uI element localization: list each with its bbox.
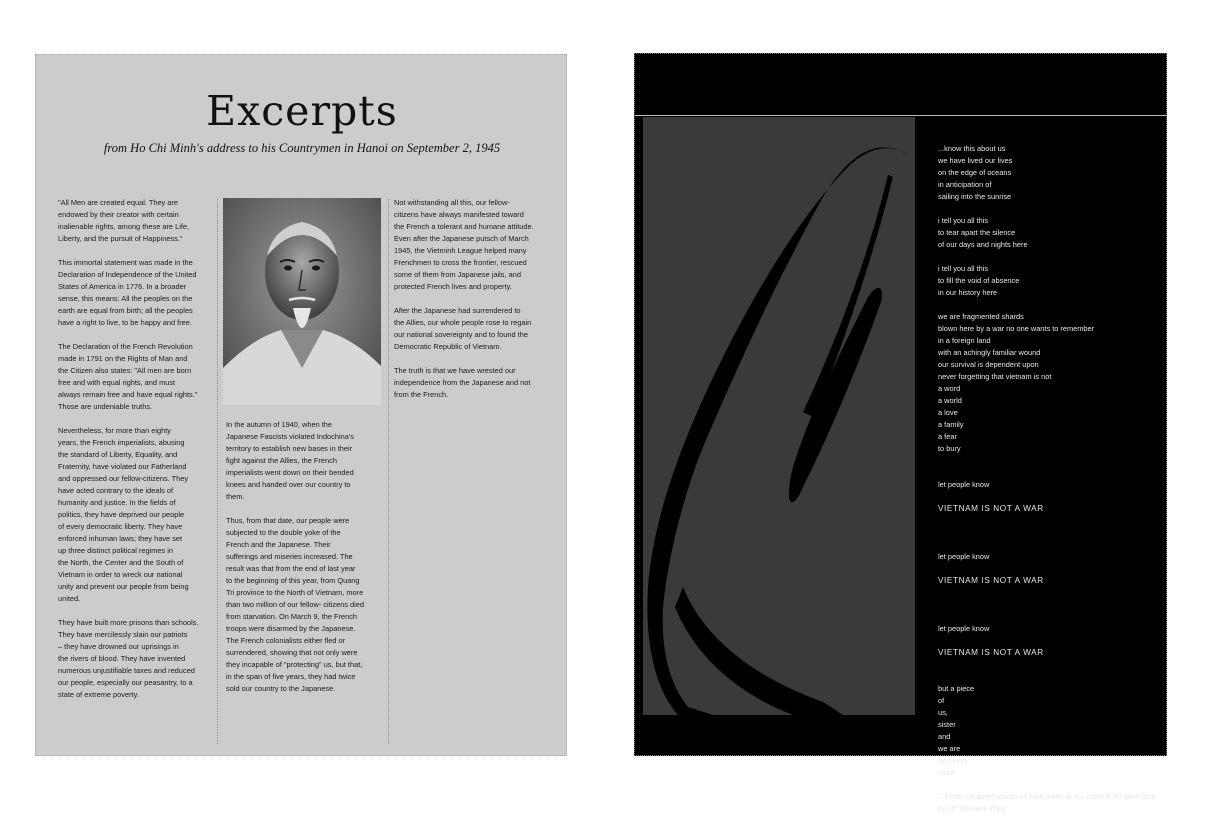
poem-text	[938, 143, 1160, 827]
column-divider	[217, 199, 218, 744]
refrain-caps: VIETNAM IS NOT A WAR	[938, 648, 1044, 657]
credit-prefix: —From	[938, 792, 965, 801]
refrain-lead: let people know	[938, 480, 990, 489]
portrait-photo	[223, 198, 381, 405]
poem-stanza: we are fragmented shards blown here by a war no one wants to remember in a foreign land with an achingly familiar wound our survival is dependent upon never forgetting that vietnam is not a word a world a love a family a fear to bury	[938, 312, 1095, 453]
paragraph: They have built more prisons than schools. They have mercilessly slain our patriots – they have drowned our uprisings in the rivers of blood. They have invented numerous unjustifiable taxes and reduced our people, especially our peasantry, to a state of extreme poverty.	[58, 618, 199, 699]
text-column-2	[226, 419, 378, 707]
page-subtitle: from Ho Chi Minh's address to his Countrymen in Hanoi on September 2, 1945	[103, 141, 501, 155]
paragraph: Thus, from that date, our people were subjected to the double yoke of the French and the Japanese. Their sufferings and miseries increased. The result was that from the end of last year to the beginning of this year, from Quang Tri province to the North of Vietnam, more than two million of our fellow- citizens died from starvation. On March 9, the French troops were disarmed by the Japanese. The French colonialists either fled or surrendered, showing that not only were they incapable of "protecting" us, but that, in the span of five years, they had twice sold our country to the Japanese.	[226, 516, 365, 693]
poem-stanza: i tell you all this to fill the void of absence in our history here	[938, 264, 1020, 297]
page-title: Excerpts	[206, 87, 398, 135]
poem-page	[634, 53, 1167, 813]
refrain-lead: let people know	[938, 552, 990, 561]
paragraph: The Declaration of the French Revolution made in 1791 on the Rights of Man and the Citizen also states: "All men are born free and with equal rights, and must always remain free and have equal rights." Those are undeniable truths.	[58, 342, 198, 411]
refrain	[938, 611, 1160, 671]
poem-closing: but a piece of us, sister and we are so much more	[938, 684, 975, 777]
paragraph: The truth is that we have wrested our independence from the Japanese and not from the French.	[394, 366, 531, 399]
paragraph: "All Men are created equal. They are endowed by their creator with certain inalienable rights, among these are Life, Liberty, and the pursuit of Happiness."	[58, 198, 190, 243]
refrain-caps: VIETNAM IS NOT A WAR	[938, 576, 1044, 585]
credit-book-title: shrapnel shards on blue water to my sister lê thi diem thúy	[964, 792, 1156, 801]
header-rule	[635, 115, 1167, 116]
paragraph: In the autumn of 1940, when the Japanese Fascists violated Indochina's territory to establish new bases in their fight against the Allies, the French imperialists went down on their bended knees and handed over our country to them.	[226, 420, 354, 501]
refrain	[938, 539, 1160, 599]
credit-author: by Lê Thi Diem Thúy	[938, 804, 1006, 813]
excerpts-page	[35, 54, 567, 756]
paragraph: Nevertheless, for more than eighty years, the French imperialists, abusing the standard of Liberty, Equality, and Fraternity, have violated our Fatherland and oppressed our fellow-citizens. They have acted contrary to the ideals of humanity and justice. In the fields of politics, they have deprived our people of every democratic liberty. They have enforced inhuman laws; they have set up three distinct political regimes in the North, the Center and the South of Vietnam in order to wreck our national unity and prevent our people from being united.	[58, 426, 189, 603]
poem-credit	[938, 791, 1160, 815]
portrait-illustration	[223, 198, 381, 405]
poem-stanza: i tell you all this to tear apart the silence of our days and nights here	[938, 216, 1028, 249]
paragraph: Not withstanding all this, our fellow- citizens have always manifested toward the French a tolerant and humane attitude. Even after the Japanese putsch of March 1945, the Vietminh League helped many Frenchmen to cross the frontier, rescued some of them from Japanese jails, and protected French lives and property.	[394, 198, 534, 291]
refrain-lead: let people know	[938, 624, 990, 633]
text-column-3	[394, 197, 549, 413]
text-column-1	[58, 197, 214, 713]
column-divider	[388, 199, 389, 744]
paragraph: This immortal statement was made in the Declaration of Independence of the United States of America in 1776. In a broader sense, this means: All the peoples on the earth are equal from birth; all the peoples have a right to live, to be happy and free.	[58, 258, 197, 327]
poem-stanza: ...know this about us we have lived our lives on the edge of oceans in anticipation of sailing into the sunrise	[938, 144, 1013, 201]
brush-stroke-graphic	[643, 117, 915, 715]
paragraph: After the Japanese had surrendered to the Allies, our whole people rose to regain our national sovereignty and to found the Democratic Republic of Vietnam.	[394, 306, 532, 351]
refrain	[938, 467, 1160, 527]
refrain-caps: VIETNAM IS NOT A WAR	[938, 504, 1044, 513]
calligraphy-panel	[643, 117, 915, 715]
